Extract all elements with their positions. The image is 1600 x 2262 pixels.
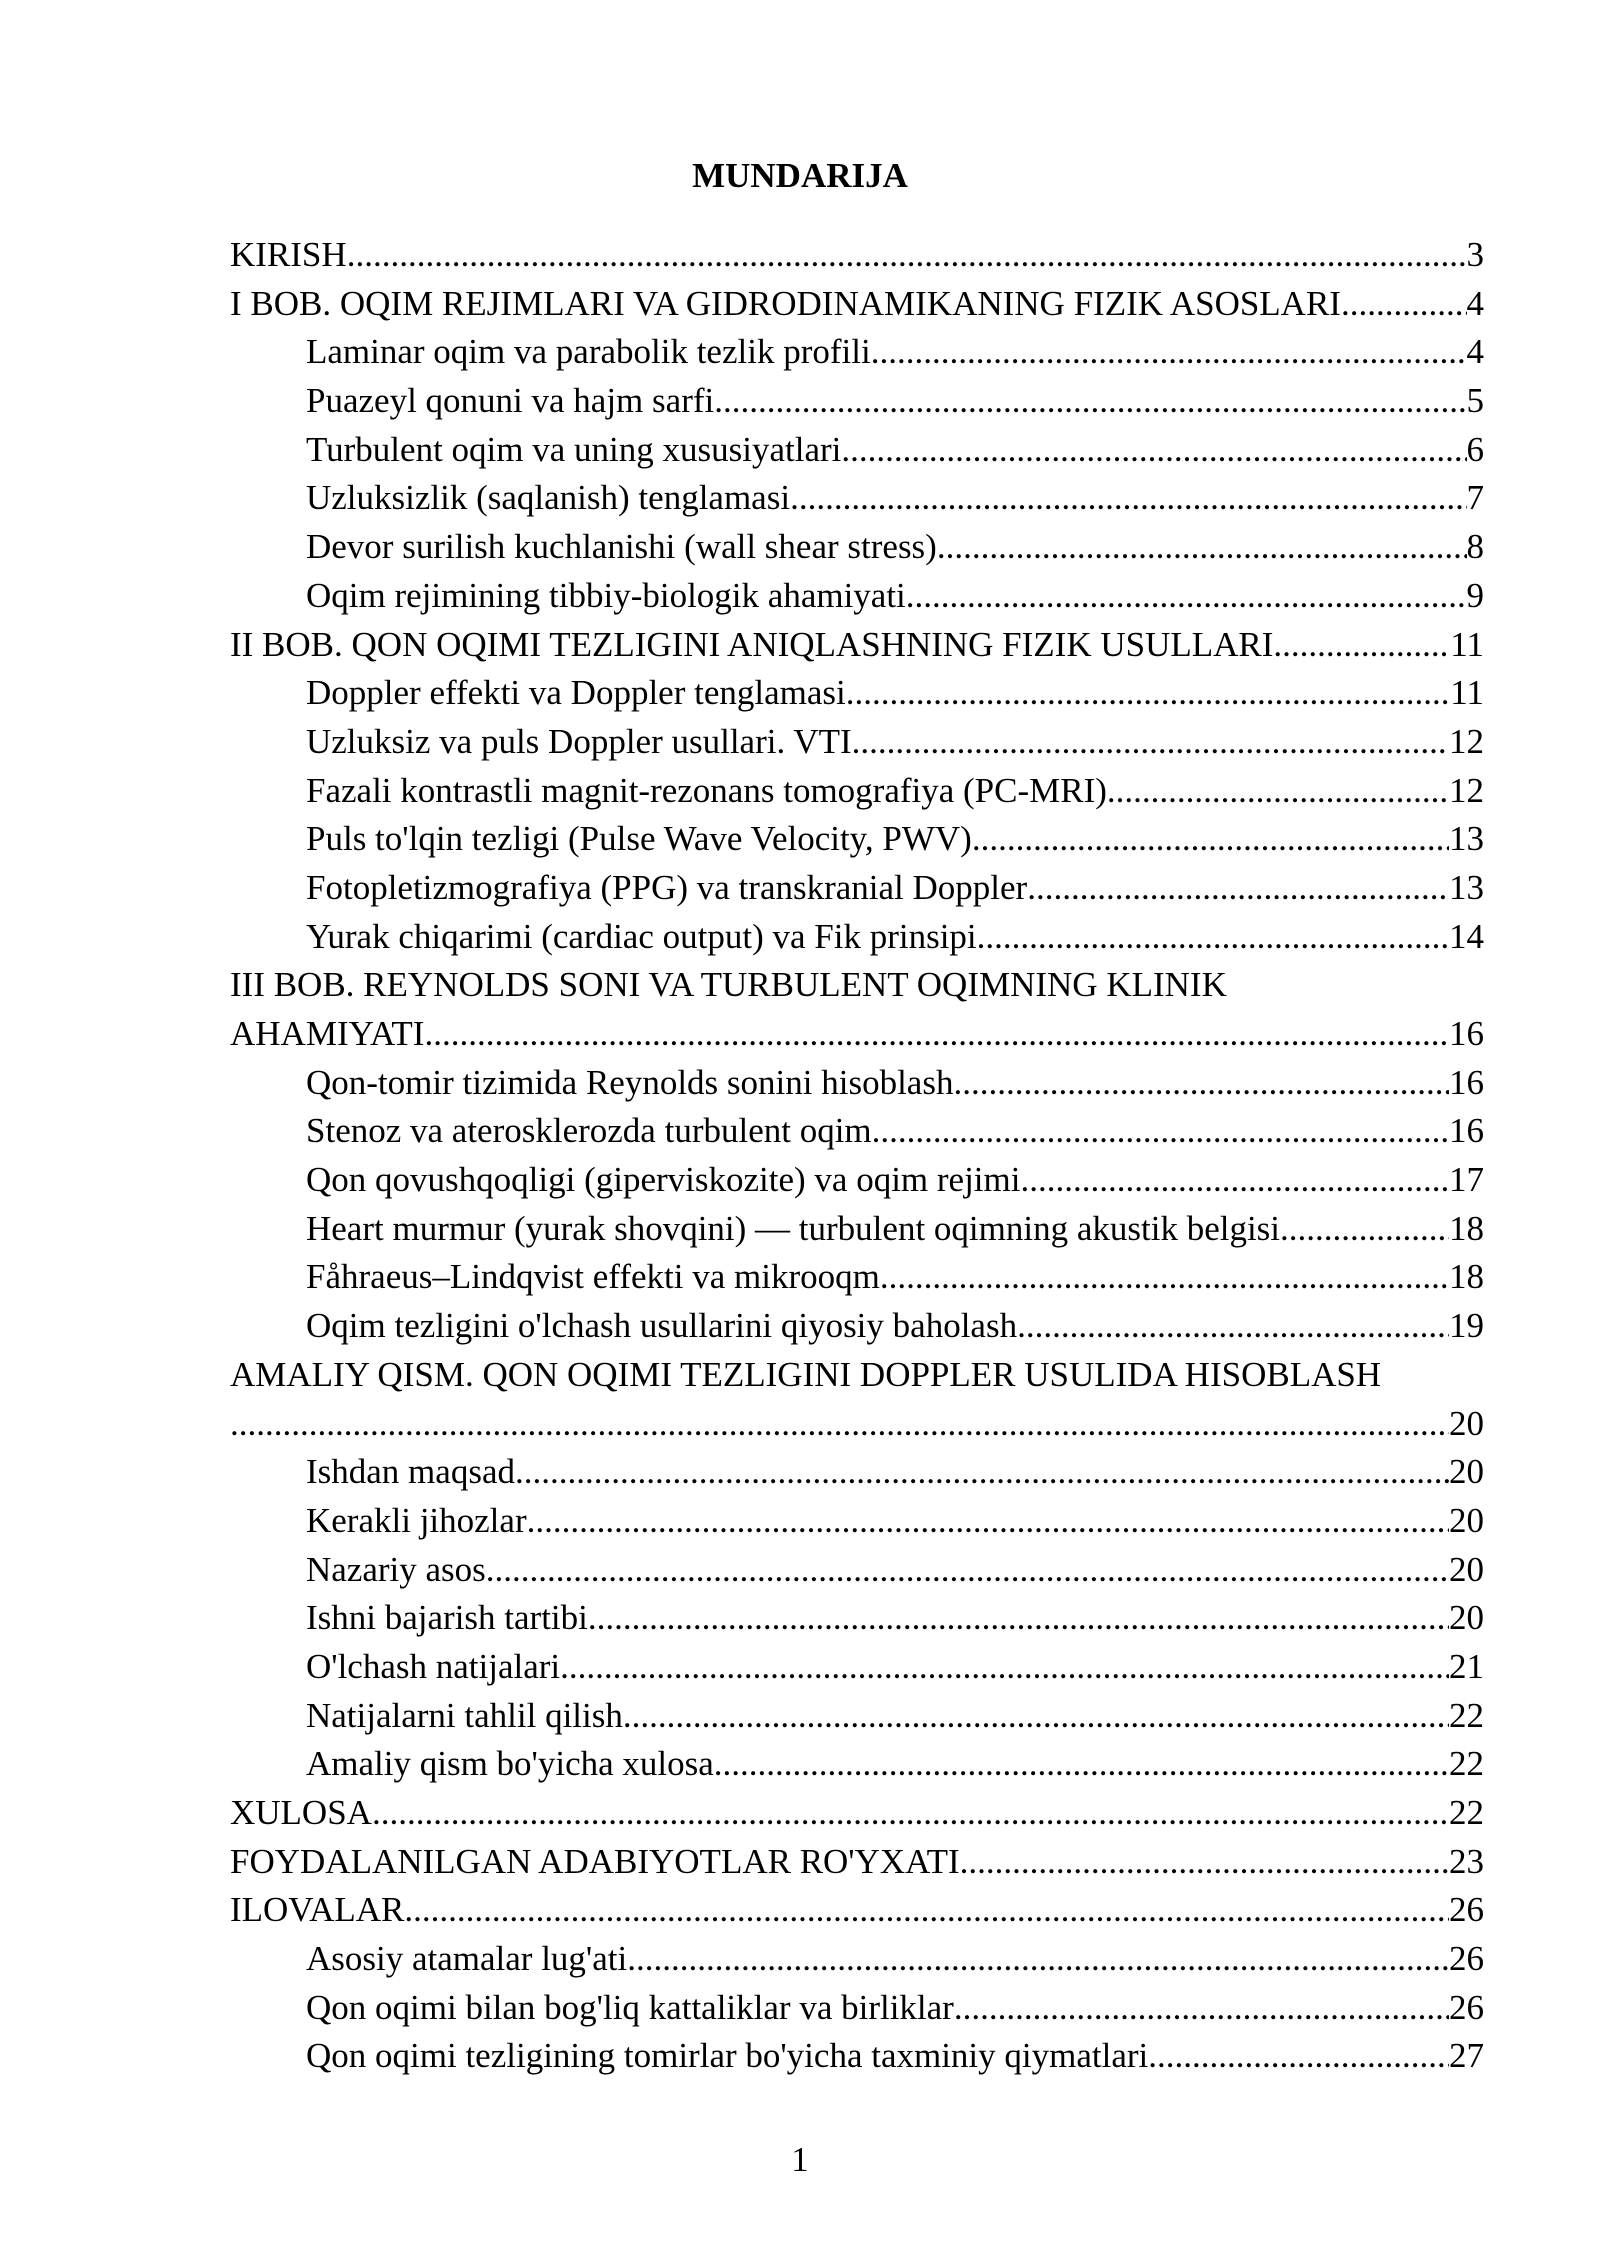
toc-subentry xyxy=(230,1302,1484,1351)
toc-entry xyxy=(230,231,1484,280)
dot-leader xyxy=(972,815,1449,864)
toc-subentry xyxy=(230,426,1484,475)
toc-page-number: 19 xyxy=(1449,1306,1484,1346)
toc-subentry xyxy=(230,572,1484,621)
toc-leader-row xyxy=(306,1107,1484,1156)
toc-leader-row xyxy=(306,1059,1484,1108)
toc-leader-row xyxy=(306,1205,1484,1254)
toc-page-number: 12 xyxy=(1449,770,1484,810)
toc-entry-title: Fazali kontrastli magnit-rezonans tomografiya (PC-MRI) xyxy=(306,770,1107,810)
toc-subentry xyxy=(230,328,1484,377)
toc-entry-title: Qon-tomir tizimida Reynolds sonini hisoblash xyxy=(306,1062,954,1102)
toc-leader-row xyxy=(306,767,1484,816)
toc-subentry xyxy=(230,864,1484,913)
dot-leader xyxy=(424,1010,1449,1059)
toc-subentry xyxy=(230,1059,1484,1108)
dot-leader xyxy=(1027,864,1449,913)
dot-leader xyxy=(714,1740,1449,1789)
dot-leader xyxy=(1107,767,1449,816)
toc-leader-row xyxy=(306,1643,1484,1692)
toc-page-number: 20 xyxy=(1449,1598,1484,1638)
toc-entry xyxy=(230,1886,1484,1935)
toc-leader-row xyxy=(306,864,1484,913)
toc-leader-row xyxy=(306,669,1484,718)
toc-page-number: 22 xyxy=(1449,1695,1484,1735)
toc-entry xyxy=(230,1838,1484,1887)
toc-page-number: 20 xyxy=(1449,1549,1484,1589)
toc-page-number: 21 xyxy=(1449,1646,1484,1686)
dot-leader xyxy=(953,1059,1449,1108)
dot-leader xyxy=(515,1448,1449,1497)
toc-leader-row xyxy=(306,815,1484,864)
toc-subentry xyxy=(230,1594,1484,1643)
toc-entry-title: ILOVALAR xyxy=(230,1890,405,1930)
toc-leader-row xyxy=(306,572,1484,621)
toc-entry xyxy=(230,961,1484,1058)
toc-leader-row xyxy=(306,1497,1484,1546)
toc-page-number: 16 xyxy=(1449,1062,1484,1102)
toc-page-number: 23 xyxy=(1449,1841,1484,1881)
toc-entry xyxy=(230,621,1484,670)
toc-page-number: 11 xyxy=(1450,673,1484,713)
toc-subentry xyxy=(230,1205,1484,1254)
toc-page-number: 17 xyxy=(1449,1160,1484,1200)
dot-leader xyxy=(906,572,1467,621)
toc-subentry xyxy=(230,1448,1484,1497)
toc-leader-row xyxy=(230,621,1484,670)
toc-entry-title: Doppler effekti va Doppler tenglamasi xyxy=(306,673,846,713)
toc-entry-title: Asosiy atamalar lug'ati xyxy=(306,1939,628,1979)
toc-leader-row xyxy=(306,1594,1484,1643)
toc-page-number: 14 xyxy=(1449,916,1484,956)
toc-leader-row xyxy=(306,1984,1484,2033)
toc-page-number: 27 xyxy=(1449,2036,1484,2076)
toc-page-number: 18 xyxy=(1449,1208,1484,1248)
toc-leader-row xyxy=(230,1838,1484,1887)
dot-leader xyxy=(954,1984,1449,2033)
toc-subentry xyxy=(230,1253,1484,1302)
toc-subentry xyxy=(230,377,1484,426)
page-number: 1 xyxy=(791,2140,809,2179)
toc-page-number: 16 xyxy=(1449,1111,1484,1151)
toc-entry-title: Heart murmur (yurak shovqini) — turbulent oqimning akustik belgisi xyxy=(306,1208,1281,1248)
toc-page-number: 13 xyxy=(1449,867,1484,907)
toc-entry-title: Qon oqimi bilan bog'liq kattaliklar va birliklar xyxy=(306,1987,954,2027)
toc-subentry xyxy=(230,1984,1484,2033)
dot-leader xyxy=(1148,2032,1449,2081)
toc-entry-title: Puls to'lqin tezligi (Pulse Wave Velocity, PWV) xyxy=(306,819,972,859)
toc-entry xyxy=(230,1789,1484,1838)
dot-leader xyxy=(852,718,1449,767)
toc-leader-row xyxy=(230,1010,1484,1059)
toc-entry-title: Oqim rejimining tibbiy-biologik ahamiyati xyxy=(306,575,906,615)
table-of-contents xyxy=(230,231,1484,2081)
dot-leader xyxy=(230,1400,1449,1449)
toc-leader-row xyxy=(230,1886,1484,1935)
toc-entry-title: Puazeyl qonuni va hajm sarfi xyxy=(306,381,715,421)
toc-entry-title: Turbulent oqim va uning xususiyatlari xyxy=(306,429,842,469)
toc-entry-title-line1: AMALIY QISM. QON OQIMI TEZLIGINI DOPPLER USULIDA HISOBLASH xyxy=(230,1354,1382,1394)
toc-entry-title: Yurak chiqarimi (cardiac output) va Fik prinsipi xyxy=(306,916,977,956)
toc-leader-row xyxy=(306,2032,1484,2081)
toc-subentry xyxy=(230,1156,1484,1205)
toc-leader-row xyxy=(230,1789,1484,1838)
toc-entry-title: Natijalarni tahlil qilish xyxy=(306,1695,623,1735)
toc-subentry xyxy=(230,2032,1484,2081)
toc-entry-title: I BOB. OQIM REJIMLARI VA GIDRODINAMIKANING FIZIK ASOSLARI. xyxy=(230,283,1350,323)
toc-subentry xyxy=(230,913,1484,962)
dot-leader xyxy=(1350,280,1467,329)
toc-subentry xyxy=(230,1107,1484,1156)
toc-subentry xyxy=(230,1692,1484,1741)
toc-title: MUNDARIJA xyxy=(692,156,908,195)
dot-leader xyxy=(404,1886,1449,1935)
toc-leader-row xyxy=(230,280,1484,329)
toc-leader-row xyxy=(306,1546,1484,1595)
dot-leader xyxy=(937,523,1467,572)
toc-entry-title: Qon qovushqoqligi (giperviskozite) va oqim rejimi xyxy=(306,1160,1021,1200)
toc-leader-row xyxy=(306,1692,1484,1741)
toc-page-number: 11 xyxy=(1450,624,1484,664)
toc-leader-row xyxy=(306,1448,1484,1497)
toc-entry-title: Qon oqimi tezligining tomirlar bo'yicha taxminiy qiymatlari xyxy=(306,2036,1149,2076)
dot-leader xyxy=(977,913,1449,962)
toc-subentry xyxy=(230,1935,1484,1984)
toc-entry-title: KIRISH xyxy=(230,235,347,274)
toc-entry-title: Stenoz va aterosklerozda turbulent oqim xyxy=(306,1111,872,1151)
dot-leader xyxy=(1280,1205,1449,1254)
toc-page-number: 12 xyxy=(1449,721,1484,761)
toc-entry-title: AHAMIYATI xyxy=(230,1014,425,1053)
toc-leader-row xyxy=(306,377,1484,426)
dot-leader xyxy=(871,328,1467,377)
toc-page-number: 22 xyxy=(1449,1793,1484,1833)
dot-leader xyxy=(347,231,1467,280)
toc-page-number: 4 xyxy=(1466,332,1484,372)
toc-leader-row xyxy=(306,1156,1484,1205)
toc-entry-title-line1: III BOB. REYNOLDS SONI VA TURBULENT OQIMNING KLINIK xyxy=(230,965,1227,1005)
dot-leader xyxy=(960,1838,1449,1887)
toc-page-number: 20 xyxy=(1449,1403,1484,1443)
toc-subentry xyxy=(230,474,1484,523)
toc-page-number: 26 xyxy=(1449,1987,1484,2027)
dot-leader xyxy=(372,1789,1449,1838)
toc-subentry xyxy=(230,669,1484,718)
toc-entry xyxy=(230,280,1484,329)
toc-leader-row xyxy=(306,426,1484,475)
toc-entry-title: Nazariy asos xyxy=(306,1549,486,1589)
toc-subentry xyxy=(230,718,1484,767)
toc-entry-title: Ishdan maqsad xyxy=(306,1452,515,1492)
toc-leader-row xyxy=(306,718,1484,767)
toc-subentry xyxy=(230,1497,1484,1546)
toc-entry-title: O'lchash natijalari xyxy=(306,1646,561,1686)
toc-entry-title: Ishni bajarish tartibi xyxy=(306,1598,588,1638)
toc-leader-row xyxy=(306,1302,1484,1351)
toc-entry-title: Uzluksiz va puls Doppler usullari. VTI xyxy=(306,721,852,761)
toc-page-number: 26 xyxy=(1449,1939,1484,1979)
dot-leader xyxy=(486,1546,1449,1595)
dot-leader xyxy=(790,474,1466,523)
toc-page-number: 18 xyxy=(1449,1257,1484,1297)
toc-subentry xyxy=(230,767,1484,816)
toc-entry-title: Uzluksizlik (saqlanish) tenglamasi xyxy=(306,478,791,518)
toc-entry-title: Fotopletizmografiya (PPG) va transkranial Doppler xyxy=(306,867,1028,907)
toc-entry-title: Devor surilish kuchlanishi (wall shear stress) xyxy=(306,527,937,567)
toc-page-number: 4 xyxy=(1466,283,1484,323)
dot-leader xyxy=(588,1594,1449,1643)
dot-leader xyxy=(846,669,1451,718)
dot-leader xyxy=(880,1253,1449,1302)
toc-page-number: 13 xyxy=(1449,819,1484,859)
toc-page-number: 20 xyxy=(1449,1452,1484,1492)
dot-leader xyxy=(872,1107,1449,1156)
dot-leader xyxy=(841,426,1466,475)
toc-page-number: 8 xyxy=(1466,527,1484,567)
dot-leader xyxy=(560,1643,1449,1692)
toc-page-number: 9 xyxy=(1466,575,1484,615)
toc-entry-title: Laminar oqim va parabolik tezlik profili xyxy=(306,332,871,372)
dot-leader xyxy=(627,1935,1449,1984)
dot-leader xyxy=(714,377,1466,426)
dot-leader xyxy=(1020,1156,1449,1205)
toc-leader-row xyxy=(306,474,1484,523)
toc-entry-title: Kerakli jihozlar xyxy=(306,1500,527,1540)
dot-leader xyxy=(527,1497,1449,1546)
toc-leader-row xyxy=(230,231,1484,280)
toc-page-number: 22 xyxy=(1449,1744,1484,1784)
toc-subentry xyxy=(230,1643,1484,1692)
toc-entry-title: FOYDALANILGAN ADABIYOTLAR RO'YXATI xyxy=(230,1841,960,1881)
toc-leader-row xyxy=(306,1935,1484,1984)
toc-entry-title: Amaliy qism bo'yicha xulosa xyxy=(306,1744,714,1784)
toc-entry-title: XULOSA xyxy=(230,1793,372,1833)
toc-page-number: 6 xyxy=(1466,429,1484,469)
toc-page-number: 26 xyxy=(1449,1890,1484,1930)
toc-page-number: 16 xyxy=(1449,1014,1484,1053)
toc-subentry xyxy=(230,1740,1484,1789)
toc-entry xyxy=(230,1351,1484,1448)
toc-page-number: 5 xyxy=(1466,381,1484,421)
toc-leader-row xyxy=(306,1253,1484,1302)
toc-entry-title: Oqim tezligini o'lchash usullarini qiyosiy baholash xyxy=(306,1306,1018,1346)
toc-leader-row xyxy=(230,1400,1484,1449)
toc-entry-title: II BOB. QON OQIMI TEZLIGINI ANIQLASHNING FIZIK USULLARI xyxy=(230,624,1274,664)
toc-subentry xyxy=(230,815,1484,864)
toc-leader-row xyxy=(306,913,1484,962)
toc-entry-title: Fåhraeus–Lindqvist effekti va mikrooqm xyxy=(306,1257,880,1297)
dot-leader xyxy=(623,1692,1449,1741)
toc-leader-row xyxy=(306,328,1484,377)
toc-subentry xyxy=(230,523,1484,572)
toc-leader-row xyxy=(306,1740,1484,1789)
toc-leader-row xyxy=(306,523,1484,572)
toc-page-number: 3 xyxy=(1466,235,1484,274)
dot-leader xyxy=(1017,1302,1449,1351)
dot-leader xyxy=(1273,621,1450,670)
toc-subentry xyxy=(230,1546,1484,1595)
toc-page-number: 20 xyxy=(1449,1500,1484,1540)
toc-page-number: 7 xyxy=(1466,478,1484,518)
